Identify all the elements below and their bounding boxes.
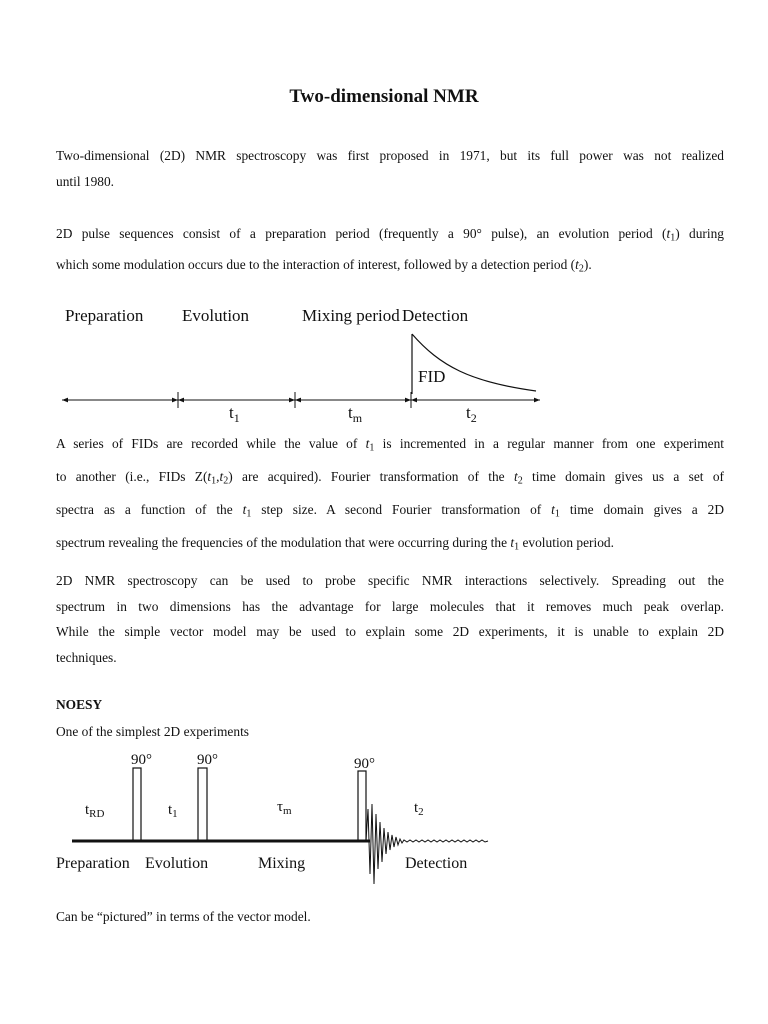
pulse-rect-1 bbox=[133, 768, 141, 841]
delay-label-trd: $t_{RD}$ bbox=[85, 802, 105, 820]
intro-line-2: until 1980. bbox=[56, 174, 115, 189]
stage-detection: Detection bbox=[405, 855, 468, 872]
selective-line-2: spectrum in two dimensions has the advantage for large molecules that it removes much peak overlap. bbox=[56, 598, 724, 614]
period-detection: Detection bbox=[402, 306, 469, 325]
stage-evolution: Evolution bbox=[145, 855, 209, 872]
period-evolution: Evolution bbox=[182, 306, 250, 325]
delay-label-t1: $t_1$ bbox=[168, 802, 178, 820]
interval-label-tm: $t_m$ bbox=[348, 403, 363, 425]
pulse-line-1: 2D pulse sequences consist of a preparation period (frequently a 90° pulse), an evolution period $(t_1)$ during bbox=[56, 226, 724, 244]
fid-series-line-4: spectrum revealing the frequencies of the modulation that were occurring during the $t_1$ evolution period. bbox=[56, 535, 614, 553]
period-preparation: Preparation bbox=[65, 306, 144, 325]
pulse-paragraph bbox=[56, 221, 724, 282]
fid-series-line-1: A series of FIDs are recorded while the value of $t_1$ is incremented in a regular manner from one experiment bbox=[56, 436, 725, 454]
interval-label-t1: $t_1$ bbox=[229, 403, 240, 425]
period-mixing: Mixing period bbox=[302, 306, 400, 325]
timeline-diagram bbox=[0, 296, 768, 428]
closing-text: Can be “pictured” in terms of the vector model. bbox=[56, 909, 311, 924]
selective-paragraph bbox=[56, 568, 724, 670]
delay-label-t2: $t_2$ bbox=[414, 800, 424, 818]
pulse-label-2: 90° bbox=[197, 752, 218, 768]
fid-signal-trace bbox=[366, 804, 488, 884]
pulse-label-1: 90° bbox=[131, 752, 152, 768]
selective-line-1: 2D NMR spectroscopy can be used to probe specific NMR interactions selectively. Spreading out the bbox=[56, 573, 724, 588]
intro-paragraph bbox=[56, 143, 724, 195]
page-title: Two-dimensional NMR bbox=[289, 86, 479, 107]
fid-series-line-3: spectra as a function of the $t_1$ step size. A second Fourier transformation of $t_1$ time domain gives a 2D bbox=[56, 502, 724, 520]
pulse-rect-3 bbox=[358, 771, 366, 841]
selective-line-3: While the simple vector model may be used to explain some 2D experiments, it is unable to explain 2D bbox=[56, 624, 724, 639]
noesy-pulse-sequence bbox=[0, 744, 768, 904]
stage-mixing: Mixing bbox=[258, 855, 306, 872]
stage-preparation: Preparation bbox=[56, 855, 130, 872]
noesy-heading: NOESY bbox=[56, 697, 103, 712]
selective-line-4: techniques. bbox=[56, 649, 117, 665]
intro-line-1: Two-dimensional (2D) NMR spectroscopy was first proposed in 1971, but its full power was not realized bbox=[56, 148, 724, 163]
interval-label-t2: $t_2$ bbox=[466, 403, 477, 425]
fid-series-paragraph bbox=[56, 430, 724, 562]
noesy-subtitle: One of the simplest 2D experiments bbox=[56, 724, 250, 739]
pulse-line-2: which some modulation occurs due to the interaction of interest, followed by a detection period $(t_2)$. bbox=[56, 256, 592, 274]
fid-series-line-2: to another (i.e., FIDs $Z(t_1,t_2)$ are acquired). Fourier transformation of the $t_2$ time domain gives us a set of bbox=[56, 469, 724, 487]
fid-label: FID bbox=[418, 367, 446, 386]
pulse-label-3: 90° bbox=[354, 756, 375, 772]
delay-label-taum: $\tau_m$ bbox=[277, 799, 292, 817]
pulse-rect-2 bbox=[198, 768, 207, 841]
